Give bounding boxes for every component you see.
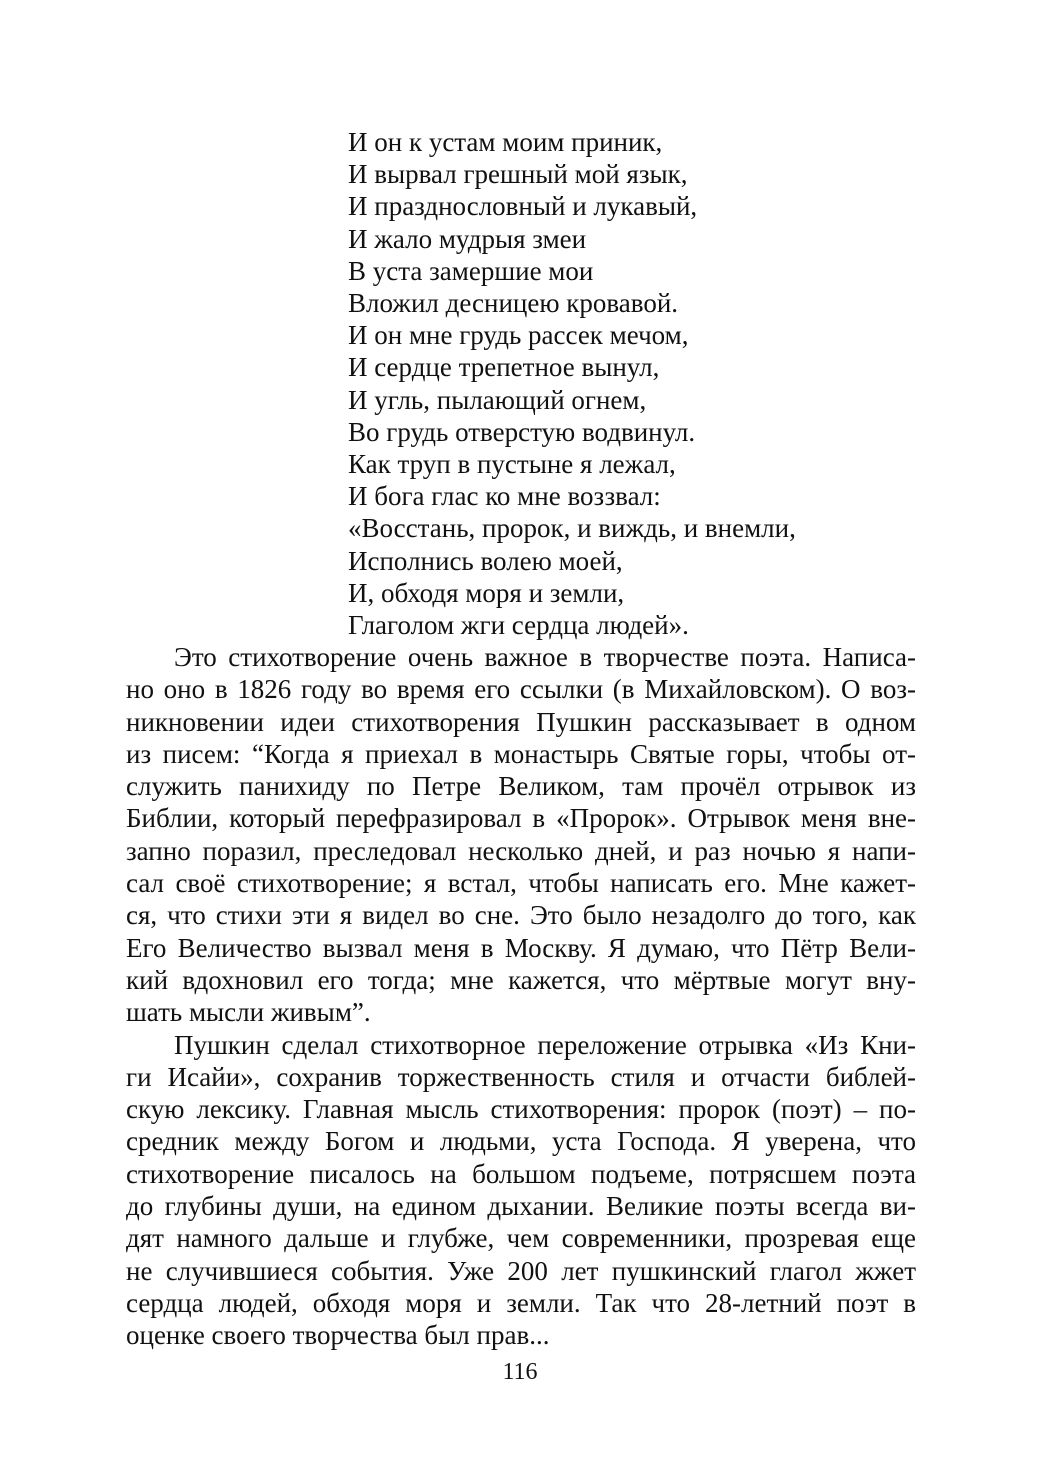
paragraph-line: служить панихиду по Петре Великом, там прочёл отрывок из: [126, 771, 916, 802]
paragraph-line: никновении идеи стихотворения Пушкин рассказывает в одном: [126, 706, 916, 737]
poem-line: И, обходя моря и земли,: [348, 577, 625, 608]
poem-line: Глаголом жги сердца людей».: [348, 610, 689, 641]
paragraph-line: до глубины души, на едином дыхании. Великие поэты всегда ви-: [126, 1191, 916, 1222]
paragraph-line: но оно в 1826 году во время его ссылки (в Михайловском). О воз-: [126, 674, 916, 705]
paragraph-line: оценке своего творчества был прав...: [126, 1320, 550, 1351]
poem-line: И бога глас ко мне воззвал:: [348, 481, 661, 512]
poem-line: И празднословный и лукавый,: [348, 191, 698, 222]
paragraph-line: не случившиеся события. Уже 200 лет пушкинский глагол жжет: [126, 1255, 916, 1286]
paragraph-line: Пушкин сделал стихотворное переложение отрывка «Из Кни-: [174, 1029, 916, 1060]
poem-line: «Восстань, пророк, и виждь, и внемли,: [348, 513, 796, 544]
poem-excerpt: [348, 126, 796, 641]
paragraph-line: ги Исайи», сохранив торжественность стиля и отчасти библей-: [126, 1061, 916, 1092]
paragraph-line: ся, что стихи эти я видел во сне. Это было незадолго до того, как: [126, 900, 916, 931]
poem-line: В уста замершие мои: [348, 255, 594, 286]
paragraph-line: дят намного дальше и глубже, чем современники, прозревая еще: [126, 1223, 916, 1254]
paragraph-line: шать мысли живым”.: [126, 997, 371, 1028]
paragraph-line: сердца людей, обходя моря и земли. Так что 28-летний поэт в: [126, 1287, 916, 1318]
poem-line: И жало мудрыя змеи: [348, 223, 587, 254]
paragraph-line: из писем: “Когда я приехал в монастырь Святые горы, чтобы от-: [126, 738, 916, 769]
paragraph-line: запно поразил, преследовал несколько дней, и раз ночью я напи-: [126, 835, 916, 866]
commentary-text: [126, 641, 916, 1352]
poem-line: Исполнись волею моей,: [348, 545, 623, 576]
paragraph: [126, 1029, 916, 1352]
poem-line: И он к устам моим приник,: [348, 127, 663, 157]
paragraph-line: средник между Богом и людьми, уста Господа. Я уверена, что: [126, 1126, 916, 1157]
poem-line: И он мне грудь рассек мечом,: [348, 320, 689, 351]
poem-line: Во грудь отверстую водвинул.: [348, 416, 696, 447]
poem-line: И сердце трепетное вынул,: [348, 352, 660, 383]
paragraph-line: Библии, который перефразировал в «Пророк». Отрывок меня вне-: [126, 803, 916, 834]
poem-line: И вырвал грешный мой язык,: [348, 159, 688, 190]
page-number: 116: [502, 1359, 538, 1385]
poem-line: Как труп в пустыне я лежал,: [348, 449, 676, 480]
paragraph-line: стихотворение писалось на большом подъеме, потрясшем поэта: [126, 1158, 916, 1189]
poem-line: И угль, пылающий огнем,: [348, 384, 647, 415]
poem-line: Вложил десницею кровавой.: [348, 288, 679, 319]
paragraph-line: Его Величество вызвал меня в Москву. Я думаю, что Пётр Вели-: [126, 932, 916, 963]
paragraph-line: сал своё стихотворение; я встал, чтобы написать его. Мне кажет-: [126, 868, 916, 899]
paragraph: [126, 641, 916, 1029]
paragraph-line: Это стихотворение очень важное в творчестве поэта. Написа-: [174, 642, 916, 672]
paragraph-line: скую лексику. Главная мысль стихотворения: пророк (поэт) – по-: [126, 1094, 916, 1125]
paragraph-line: кий вдохновил его тогда; мне кажется, что мёртвые могут вну-: [126, 964, 916, 995]
